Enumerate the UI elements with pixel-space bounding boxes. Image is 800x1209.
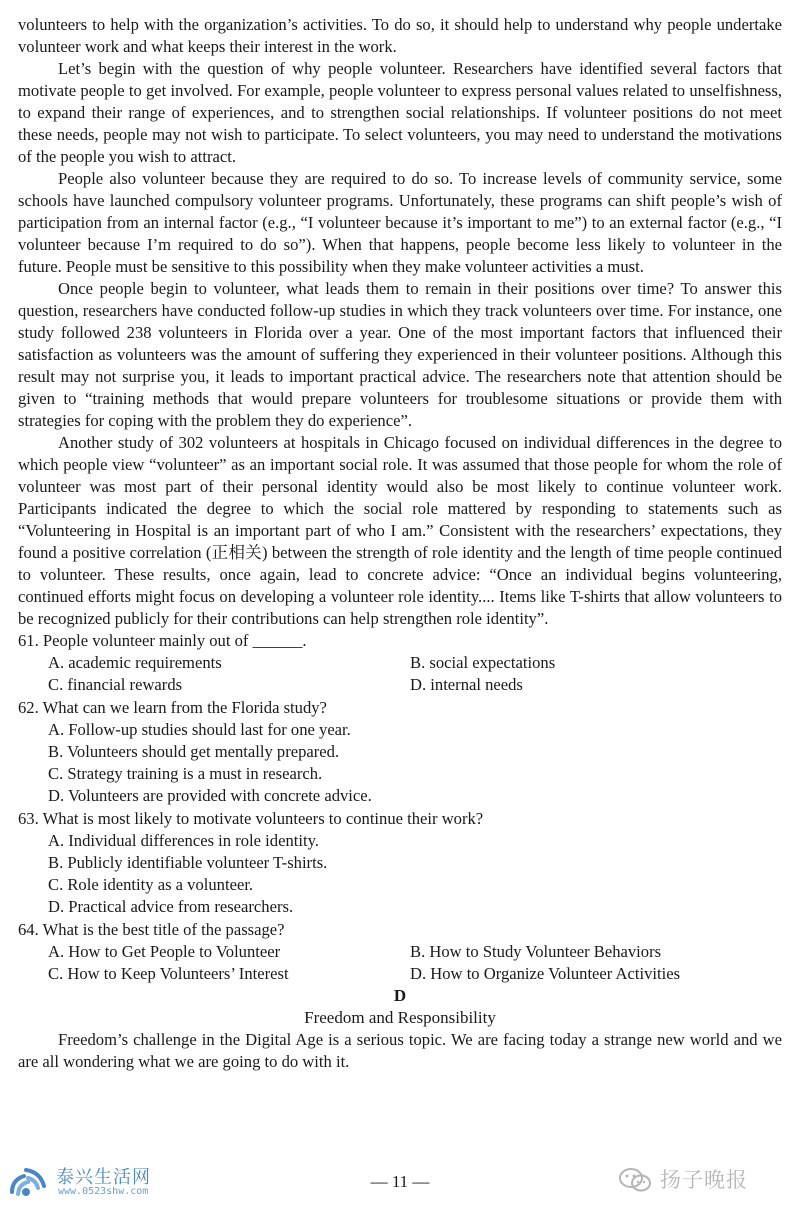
question-text: What is the best title of the passage? [42, 919, 285, 939]
page-footer [0, 1160, 800, 1209]
option-d[interactable]: D. How to Organize Volunteer Activities [410, 964, 681, 984]
section-letter: D [393, 986, 407, 1006]
question-62 [18, 697, 782, 808]
question-stem [18, 919, 782, 941]
option-a[interactable]: A. How to Get People to Volunteer [48, 941, 281, 961]
question-number: 63. [18, 808, 39, 828]
paragraph: volunteers to help with the organization’s activities. To do so, it should help to understand why people undertake volunteer work and what keeps their interest in the work. [18, 15, 782, 56]
site-logo-name: 泰兴生活网 [56, 1167, 151, 1188]
wechat-account-logo [618, 1160, 778, 1204]
paragraph: Let’s begin with the question of why people volunteer. Researchers have identified several factors that motivate people to get involved. For example, people volunteer to express personal values related to unselfishness, to expand their range of experiences, and to strengthen social relationships. If volunteer positions do not meet these needs, people may not wish to participate. To select volunteers, you may need to understand the motivations of the people you wish to attract. [18, 59, 782, 166]
option-d[interactable]: D. internal needs [410, 675, 523, 695]
options [18, 830, 782, 919]
option-b[interactable]: B. How to Study Volunteer Behaviors [410, 941, 662, 961]
option-b[interactable]: B. social expectations [410, 653, 556, 673]
option-b[interactable]: B. Publicly identifiable volunteer T-shirts. [48, 853, 328, 873]
option-c[interactable]: C. financial rewards [48, 675, 183, 695]
question-text: People volunteer mainly out of ______. [42, 631, 307, 650]
question-stem [18, 630, 782, 652]
question-64 [18, 919, 782, 986]
option-a[interactable]: A. Follow-up studies should last for one year. [48, 719, 351, 739]
question-61 [18, 630, 782, 697]
site-logo-url: www.0523shw.com [58, 1186, 149, 1197]
options [18, 719, 782, 808]
option-d[interactable]: D. Practical advice from researchers. [48, 897, 294, 917]
question-text: What can we learn from the Florida study? [42, 697, 327, 717]
passage-d [18, 985, 782, 1073]
wechat-account-name: 扬子晚报 [660, 1168, 748, 1192]
question-text: What is most likely to motivate volunteers to continue their work? [42, 808, 484, 828]
question-63 [18, 808, 782, 919]
option-c[interactable]: C. Role identity as a volunteer. [48, 875, 254, 895]
option-d[interactable]: D. Volunteers are provided with concrete advice. [48, 786, 372, 806]
options [18, 941, 782, 985]
exam-page [18, 14, 782, 1073]
wechat-icon [618, 1166, 652, 1194]
passage-title: Freedom and Responsibility [304, 1008, 496, 1028]
question-number: 64. [18, 919, 39, 939]
question-stem [18, 808, 782, 830]
question-number: 61. [18, 631, 39, 650]
option-c[interactable]: C. Strategy training is a must in research. [48, 764, 323, 784]
option-c[interactable]: C. How to Keep Volunteers’ Interest [48, 964, 289, 984]
question-number: 62. [18, 697, 39, 717]
paragraph: People also volunteer because they are required to do so. To increase levels of community service, some schools have launched compulsory volunteer programs. Unfortunately, these programs can shift people’s wish of participation from an internal factor (e.g., “I volunteer because it’s important to me”) to an external factor (e.g., “I volunteer because I’m required to do so”). When that happens, people become less likely to volunteer in the future. People must be sensitive to this possibility when they make volunteer activities a must. [18, 169, 782, 276]
passage-c [18, 14, 782, 630]
paragraph: Freedom’s challenge in the Digital Age is a serious topic. We are facing today a strange new world and we are all wondering what we are going to do with it. [18, 1030, 782, 1072]
question-list [18, 630, 782, 985]
paragraph: Another study of 302 volunteers at hospitals in Chicago focused on individual differences in the degree to which people view “volunteer” as an important social role. It was assumed that those people for whom the role of volunteer was most part of their personal identity would also be most likely to continue volunteer work. Participants indicated the degree to which the social role mattered by responding to statements such as “Volunteering in Hospital is an important part of who I am.” Consistent with the researchers’ expectations, they found a positive correlation (正相关) between the strength of role identity and the length of time people continued to volunteer. These results, once again, lead to concrete advice: “Once an individual begins volunteering, continued efforts might focus on developing a volunteer role identity.... Items like T-shirts that allow volunteers to be recognized publicly for their contributions can help strengthen role identity”. [18, 433, 782, 628]
options [18, 652, 782, 696]
question-stem [18, 697, 782, 719]
option-b[interactable]: B. Volunteers should get mentally prepared. [48, 742, 340, 762]
option-a[interactable]: A. academic requirements [48, 653, 222, 673]
option-a[interactable]: A. Individual differences in role identity. [48, 830, 319, 850]
paragraph: Once people begin to volunteer, what leads them to remain in their positions over time? To answer this question, researchers have conducted follow-up studies in which they track volunteers over time. For instance, one study followed 238 volunteers in Florida over a year. One of the most important factors that influenced their satisfaction as volunteers was the amount of suffering they experienced in their volunteer positions. Although this result may not surprise you, it leads to important practical advice. The researchers note that attention should be given to “training methods that would prepare volunteers for troublesome situations or provide them with strategies for coping with the problem they do experience”. [18, 279, 782, 430]
page-number: — 11 — [370, 1172, 430, 1191]
